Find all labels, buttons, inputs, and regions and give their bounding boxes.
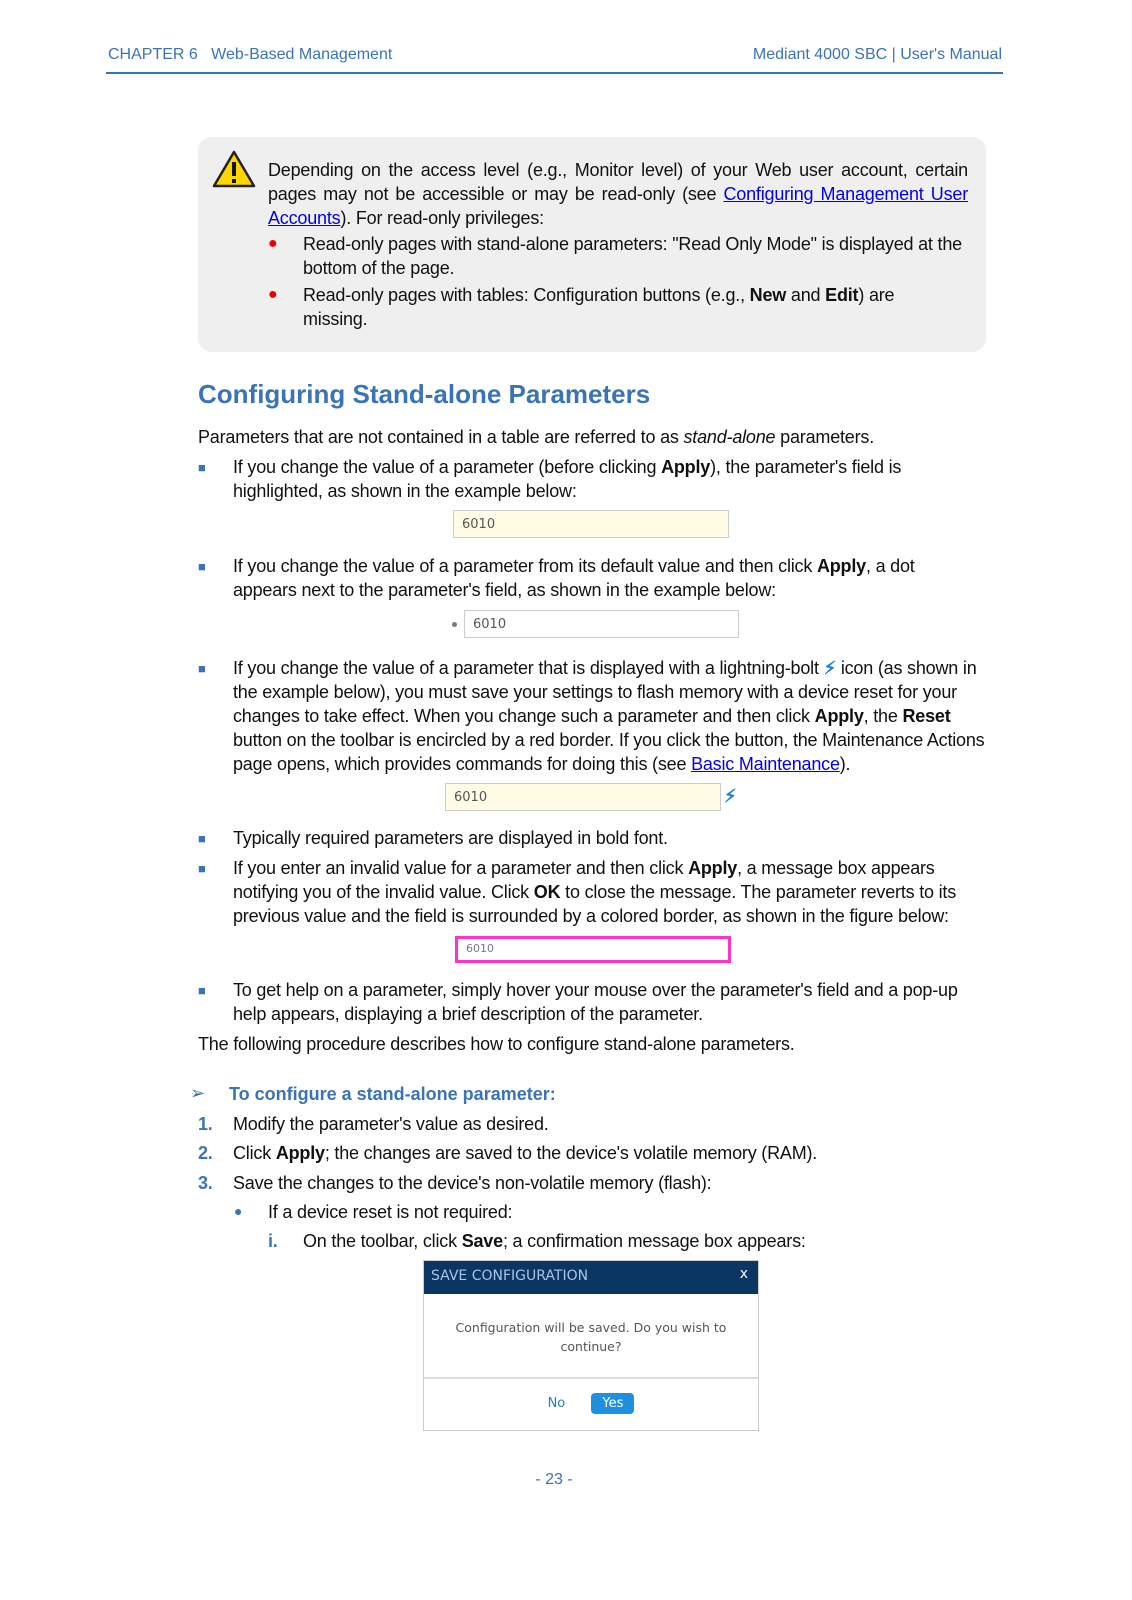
text: icon (as shown in the example below), you must save your settings to flash memory with a device reset for your changes to take effect. When you change such a parameter and then click: [233, 658, 977, 726]
bold-apply: Apply: [275, 1143, 325, 1163]
sub-step-i: [303, 1229, 806, 1253]
step-number: 2.: [198, 1143, 213, 1163]
note-bullet-1: Read-only pages with stand-alone parameters: "Read Only Mode" is displayed at the bottom of the page.: [303, 234, 962, 278]
bold-apply: Apply: [688, 858, 738, 878]
note-text-1: Depending on the access level (e.g., Monitor level) of your Web user account, certain pages may not be accessible or may be read-only (see: [268, 160, 968, 204]
header-divider: [106, 72, 1003, 74]
bold-apply: Apply: [816, 556, 866, 576]
following-paragraph: The following procedure describes how to configure stand-alone parameters.: [198, 1034, 795, 1054]
text: parameters.: [775, 427, 875, 447]
text: ; the changes are saved to the device's volatile memory (RAM).: [324, 1143, 818, 1163]
text: Parameters that are not contained in a table are referred to as: [198, 427, 684, 447]
text: If you change the value of a parameter from its default value and then click: [233, 556, 817, 576]
bullet-bold-required: Typically required parameters are displayed in bold font.: [233, 828, 668, 848]
text: , a dot appears next to the parameter's field, as shown in the example below:: [233, 556, 915, 600]
bullet-invalid-value: [233, 856, 983, 928]
chapter-label: CHAPTER 6: [108, 46, 198, 63]
step-number: 3.: [198, 1173, 213, 1193]
bold-apply: Apply: [661, 457, 711, 477]
note-text: [268, 158, 968, 230]
bullet-highlighted: [233, 455, 933, 503]
step-1: Modify the parameter's value as desired.: [233, 1114, 549, 1134]
dialog-title: SAVE CONFIGURATION: [431, 1268, 589, 1284]
text: Read-only pages with tables: Configuration buttons (e.g.,: [303, 285, 750, 305]
example-field-changed: 6010: [464, 610, 739, 638]
example-field-reset-required: 6010: [445, 783, 721, 811]
text: ; a confirmation message box appears:: [502, 1231, 806, 1251]
procedure-title: To configure a stand-alone parameter:: [229, 1084, 556, 1104]
dialog-buttons: [424, 1379, 758, 1414]
square-bullet: ■: [198, 661, 206, 676]
square-bullet: ■: [198, 861, 206, 876]
lightning-bolt-icon: ⚡︎: [724, 786, 737, 806]
example-field-highlighted: 6010: [453, 510, 729, 538]
bullet-dot-default: [233, 554, 953, 602]
bullet-lightning: [233, 656, 988, 776]
bold-reset: Reset: [902, 706, 951, 726]
step-number: i.: [268, 1231, 278, 1251]
text: ) are missing.: [303, 285, 895, 329]
link-basic-maintenance[interactable]: Basic Maintenance: [691, 754, 840, 774]
changed-dot-icon: [452, 622, 457, 627]
step-3: Save the changes to the device's non-volatile memory (flash):: [233, 1173, 712, 1193]
square-bullet: ■: [198, 831, 206, 846]
square-bullet: ■: [198, 559, 206, 574]
example-field-invalid: 6010: [455, 936, 731, 963]
bold-edit: Edit: [825, 285, 859, 305]
note-bullet-2: [303, 283, 943, 331]
save-configuration-dialog: [423, 1260, 759, 1431]
sub-bullet: If a device reset is not required:: [268, 1202, 513, 1222]
yes-button[interactable]: Yes: [591, 1393, 634, 1414]
bullet-dot: ●: [268, 235, 278, 252]
text: ).: [839, 754, 851, 774]
bullet-help: To get help on a parameter, simply hover your mouse over the parameter's field and a pop-up help appears, displaying a brief description of the parameter.: [233, 980, 958, 1024]
link-management-user-accounts[interactable]: Configuring Management User Accounts: [268, 184, 968, 228]
text: and: [786, 285, 826, 305]
bold-save: Save: [461, 1231, 503, 1251]
text: to close the message. The parameter reverts to its previous value and the field is surrounded by a colored border, as shown in the figure below:: [233, 882, 957, 926]
italic-text: stand-alone: [683, 427, 776, 447]
square-bullet: ■: [198, 460, 206, 475]
bold-new: New: [749, 285, 787, 305]
bold-ok: OK: [533, 882, 561, 902]
chapter-title: Web-Based Management: [211, 46, 393, 63]
text: On the toolbar, click: [303, 1231, 462, 1251]
square-bullet: ■: [198, 983, 206, 998]
dialog-header: [424, 1261, 758, 1294]
text: If you change the value of a parameter (before clicking: [233, 457, 662, 477]
bullet-dot: ●: [234, 1203, 243, 1219]
text: , the: [863, 706, 903, 726]
no-button[interactable]: No: [547, 1396, 566, 1411]
page-number: - 23 -: [535, 1471, 573, 1488]
text: If you change the value of a parameter that is displayed with a lightning-bolt: [233, 658, 824, 678]
note-text-2: ). For read-only privileges:: [340, 208, 544, 228]
warning-icon: [212, 150, 256, 193]
text: , a message box appears notifying you of the invalid value. Click: [233, 858, 935, 902]
step-number: 1.: [198, 1114, 213, 1134]
text: ), the parameter's field is highlighted, as shown in the example below:: [233, 457, 902, 501]
manual-title: Mediant 4000 SBC | User's Manual: [752, 46, 1002, 63]
lightning-bolt-icon: ⚡︎: [823, 658, 837, 678]
step-2: [233, 1141, 817, 1165]
section-heading: Configuring Stand-alone Parameters: [198, 379, 651, 409]
text: button on the toolbar is encircled by a red border. If you click the button, the Maintenance Actions page opens, which provides commands for doing this (see: [233, 730, 985, 774]
arrow-icon: ➢: [190, 1083, 206, 1103]
text: If you enter an invalid value for a parameter and then click: [233, 858, 689, 878]
dialog-message: [424, 1294, 758, 1379]
dialog-message-text: Configuration will be saved. Do you wish to continue?: [455, 1320, 727, 1354]
text: Click: [233, 1143, 276, 1163]
bullet-dot: ●: [268, 286, 278, 303]
close-icon[interactable]: x: [739, 1266, 748, 1282]
intro-paragraph: [198, 425, 874, 449]
chapter-header: [108, 46, 392, 64]
bold-apply: Apply: [814, 706, 864, 726]
